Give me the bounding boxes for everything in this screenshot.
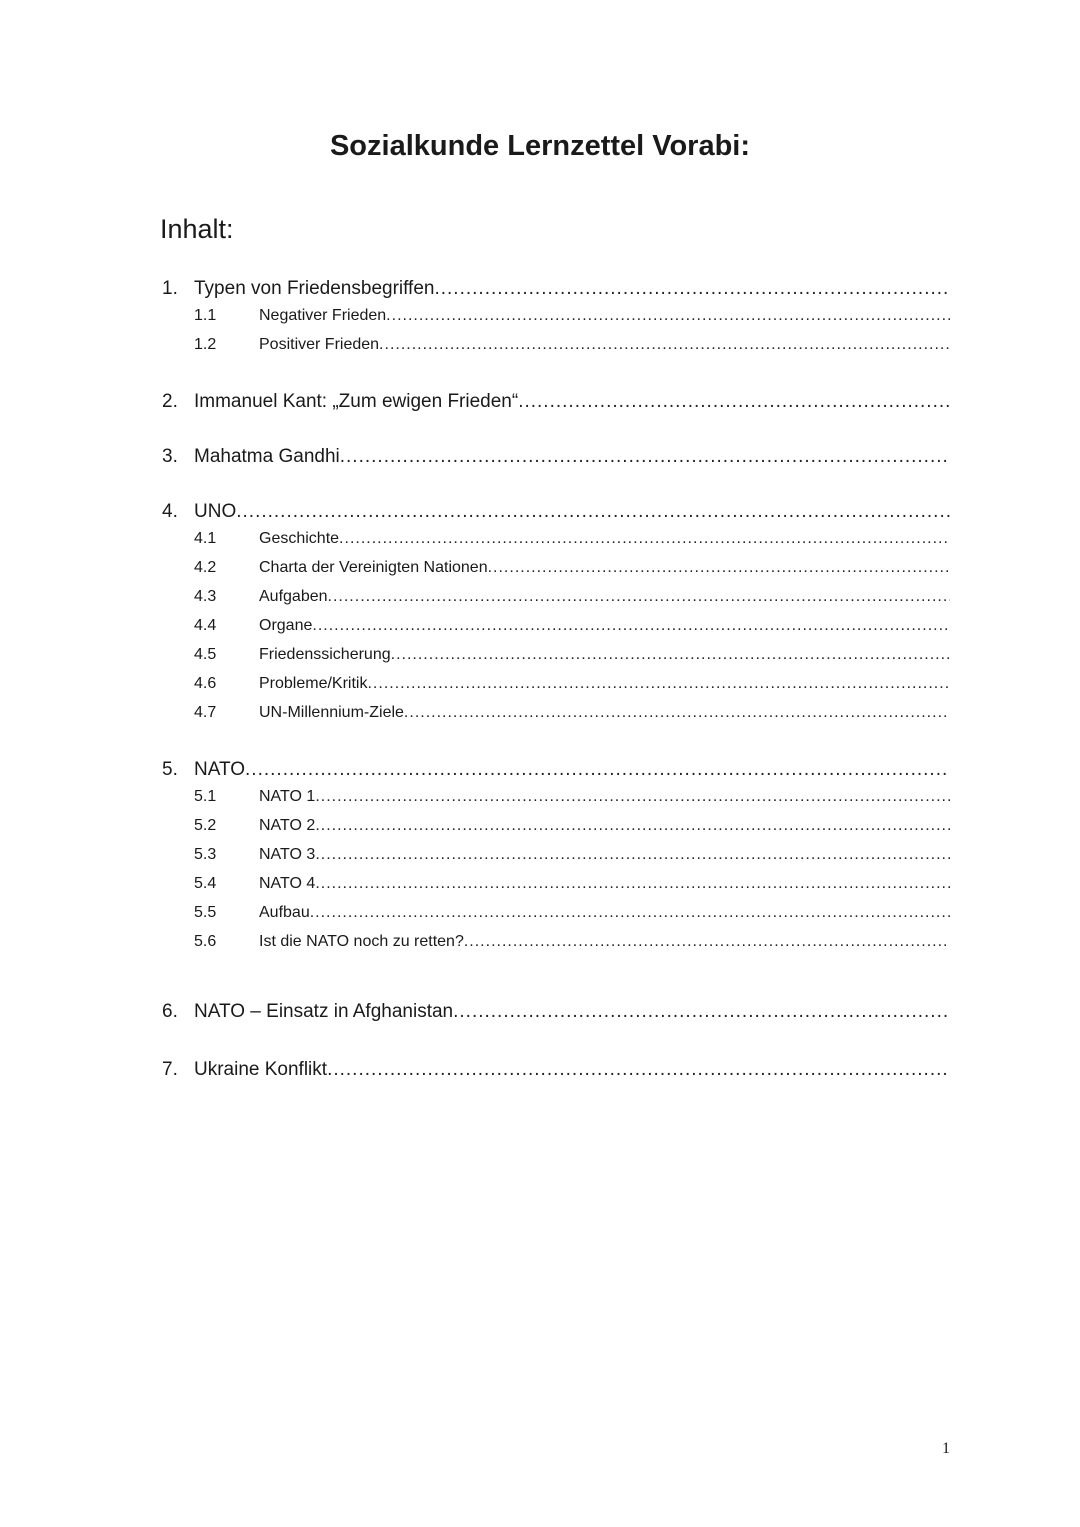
toc-entry-label: Immanuel Kant: „Zum ewigen Frieden“ [194, 391, 519, 412]
toc-entry-label: Mahatma Gandhi [194, 446, 340, 467]
toc-entry-label: Geschichte [259, 530, 340, 547]
toc-subentry[interactable] [162, 307, 950, 336]
toc-subentry[interactable] [162, 875, 950, 904]
toc-entry-label: Aufbau [259, 904, 310, 921]
toc-entry[interactable] [162, 759, 950, 788]
toc-entry[interactable] [162, 1059, 950, 1088]
toc-entry-number: 4.7 [194, 704, 217, 721]
dot-leader [367, 675, 950, 693]
toc-entry-number: 5.1 [194, 788, 217, 805]
toc-entry-label: NATO 2 [259, 817, 316, 834]
table-of-contents [162, 278, 950, 1088]
toc-entry-number: 5.4 [194, 875, 217, 892]
page-title: Sozialkunde Lernzettel Vorabi: [329, 130, 751, 162]
toc-entry-number: 2. [162, 391, 178, 412]
toc-subentry[interactable] [162, 788, 950, 817]
toc-subentry[interactable] [162, 530, 950, 559]
toc-subentry[interactable] [162, 675, 950, 704]
toc-entry-number: 7. [162, 1059, 178, 1080]
dot-leader [464, 933, 950, 951]
toc-subentry[interactable] [162, 846, 950, 875]
toc-entry-label: Ukraine Konflikt [194, 1059, 328, 1080]
page-number: 1 [942, 1440, 950, 1457]
toc-entry-number: 4.4 [194, 617, 217, 634]
toc-entry-number: 4. [162, 501, 178, 522]
dot-leader [315, 788, 950, 806]
dot-leader [434, 278, 950, 300]
dot-leader [245, 759, 950, 781]
toc-entry-label: UNO [194, 501, 237, 522]
toc-entry-label: NATO [194, 759, 246, 780]
toc-subentry[interactable] [162, 617, 950, 646]
toc-subentry[interactable] [162, 588, 950, 617]
toc-entry-number: 4.1 [194, 530, 217, 547]
toc-entry-label: Charta der Vereinigten Nationen [259, 559, 488, 576]
toc-entry-number: 4.2 [194, 559, 217, 576]
toc-subentry[interactable] [162, 646, 950, 675]
dot-leader [327, 1059, 950, 1081]
toc-subentry[interactable] [162, 933, 950, 962]
dot-leader [315, 875, 950, 893]
dot-leader [379, 336, 950, 354]
dot-leader [312, 617, 950, 635]
toc-entry[interactable] [162, 278, 950, 307]
toc-entry-label: Probleme/Kritik [259, 675, 368, 692]
toc-entry[interactable] [162, 501, 950, 530]
toc-entry-label: Friedenssicherung [259, 646, 391, 663]
dot-leader [404, 704, 950, 722]
toc-entry-label: Positiver Frieden [259, 336, 380, 353]
dot-leader [339, 530, 950, 548]
dot-leader [236, 501, 950, 523]
toc-entry-number: 5.6 [194, 933, 217, 950]
toc-entry-number: 1.2 [194, 336, 217, 353]
toc-entry-number: 4.5 [194, 646, 217, 663]
toc-entry-label: NATO – Einsatz in Afghanistan [194, 1001, 454, 1022]
dot-leader [391, 646, 950, 664]
dot-leader [315, 817, 950, 835]
toc-entry[interactable] [162, 391, 950, 420]
toc-entry-label: Typen von Friedensbegriffen [194, 278, 435, 299]
toc-entry-label: Organe [259, 617, 313, 634]
toc-entry[interactable] [162, 1001, 950, 1030]
dot-leader [340, 446, 950, 468]
toc-entry-label: Ist die NATO noch zu retten? [259, 933, 464, 950]
dot-leader [310, 904, 950, 922]
dot-leader [386, 307, 950, 325]
toc-entry-number: 4.6 [194, 675, 217, 692]
toc-heading: Inhalt: [160, 214, 234, 244]
toc-entry-number: 5. [162, 759, 178, 780]
toc-subentry[interactable] [162, 817, 950, 846]
toc-entry-label: UN-Millennium-Ziele [259, 704, 404, 721]
toc-entry-label: NATO 1 [259, 788, 316, 805]
toc-entry[interactable] [162, 446, 950, 475]
toc-entry-number: 4.3 [194, 588, 217, 605]
toc-subentry[interactable] [162, 559, 950, 588]
dot-leader [328, 588, 950, 606]
toc-entry-number: 6. [162, 1001, 178, 1022]
toc-entry-number: 5.5 [194, 904, 217, 921]
dot-leader [453, 1001, 950, 1023]
toc-subentry[interactable] [162, 904, 950, 933]
toc-entry-number: 5.2 [194, 817, 217, 834]
toc-entry-number: 1. [162, 278, 178, 299]
toc-subentry[interactable] [162, 704, 950, 733]
toc-entry-label: Negativer Frieden [259, 307, 387, 324]
dot-leader [488, 559, 950, 577]
toc-entry-number: 5.3 [194, 846, 217, 863]
dot-leader [315, 846, 950, 864]
toc-entry-number: 3. [162, 446, 178, 467]
toc-entry-label: Aufgaben [259, 588, 328, 605]
toc-entry-number: 1.1 [194, 307, 217, 324]
toc-entry-label: NATO 3 [259, 846, 316, 863]
dot-leader [518, 391, 950, 413]
toc-subentry[interactable] [162, 336, 950, 365]
toc-entry-label: NATO 4 [259, 875, 316, 892]
